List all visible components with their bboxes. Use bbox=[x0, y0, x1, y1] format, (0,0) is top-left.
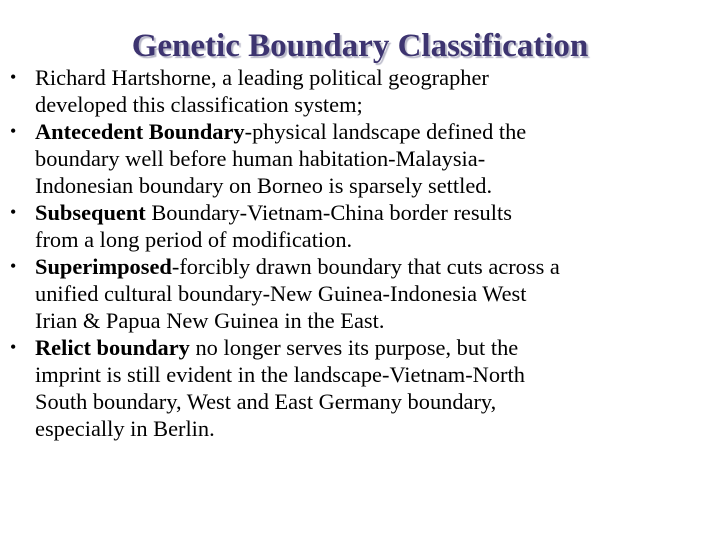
bullet-list bbox=[10, 64, 710, 442]
term-antecedent-boundary: Antecedent Boundary bbox=[35, 119, 245, 144]
bullet-text: Boundary-Vietnam-China border results bbox=[145, 200, 512, 225]
term-subsequent: Subsequent bbox=[35, 200, 146, 225]
term-superimposed: Superimposed bbox=[35, 254, 172, 279]
bullet-line: Indonesian boundary on Borneo is sparsely settled. bbox=[35, 173, 493, 198]
bullet-line bbox=[35, 199, 710, 226]
bullet-marker: • bbox=[10, 256, 17, 276]
bullet-line: developed this classification system; bbox=[35, 92, 363, 117]
bullet-line bbox=[35, 334, 710, 361]
bullet-item-relict bbox=[10, 334, 710, 442]
bullet-line bbox=[35, 118, 710, 145]
bullet-line: unified cultural boundary-New Guinea-Indonesia West bbox=[35, 281, 527, 306]
bullet-line: from a long period of modification. bbox=[35, 227, 353, 252]
bullet-marker: • bbox=[10, 202, 17, 222]
bullet-line: boundary well before human habitation-Malaysia- bbox=[35, 146, 486, 171]
term-relict-boundary: Relict boundary bbox=[35, 335, 190, 360]
bullet-line: imprint is still evident in the landscape-Vietnam-North bbox=[35, 362, 525, 387]
bullet-item-hartshorne bbox=[10, 64, 710, 118]
bullet-text: Richard Hartshorne, a leading political geographer bbox=[35, 65, 489, 90]
bullet-marker: • bbox=[10, 121, 17, 141]
bullet-text: -forcibly drawn boundary that cuts across a bbox=[171, 254, 560, 279]
bullet-text: -physical landscape defined the bbox=[244, 119, 527, 144]
slide-title: Genetic Boundary Classification bbox=[131, 28, 589, 65]
bullet-line: South boundary, West and East Germany boundary, bbox=[35, 389, 497, 414]
bullet-item-antecedent bbox=[10, 118, 710, 199]
bullet-line bbox=[35, 64, 710, 91]
bullet-line: Irian & Papua New Guinea in the East. bbox=[35, 308, 385, 333]
bullet-line bbox=[35, 253, 710, 280]
bullet-marker: • bbox=[10, 67, 17, 87]
bullet-item-subsequent bbox=[10, 199, 710, 253]
bullet-text: no longer serves its purpose, but the bbox=[189, 335, 519, 360]
bullet-line: especially in Berlin. bbox=[35, 416, 215, 441]
bullet-marker: • bbox=[10, 337, 17, 357]
bullet-item-superimposed bbox=[10, 253, 710, 334]
